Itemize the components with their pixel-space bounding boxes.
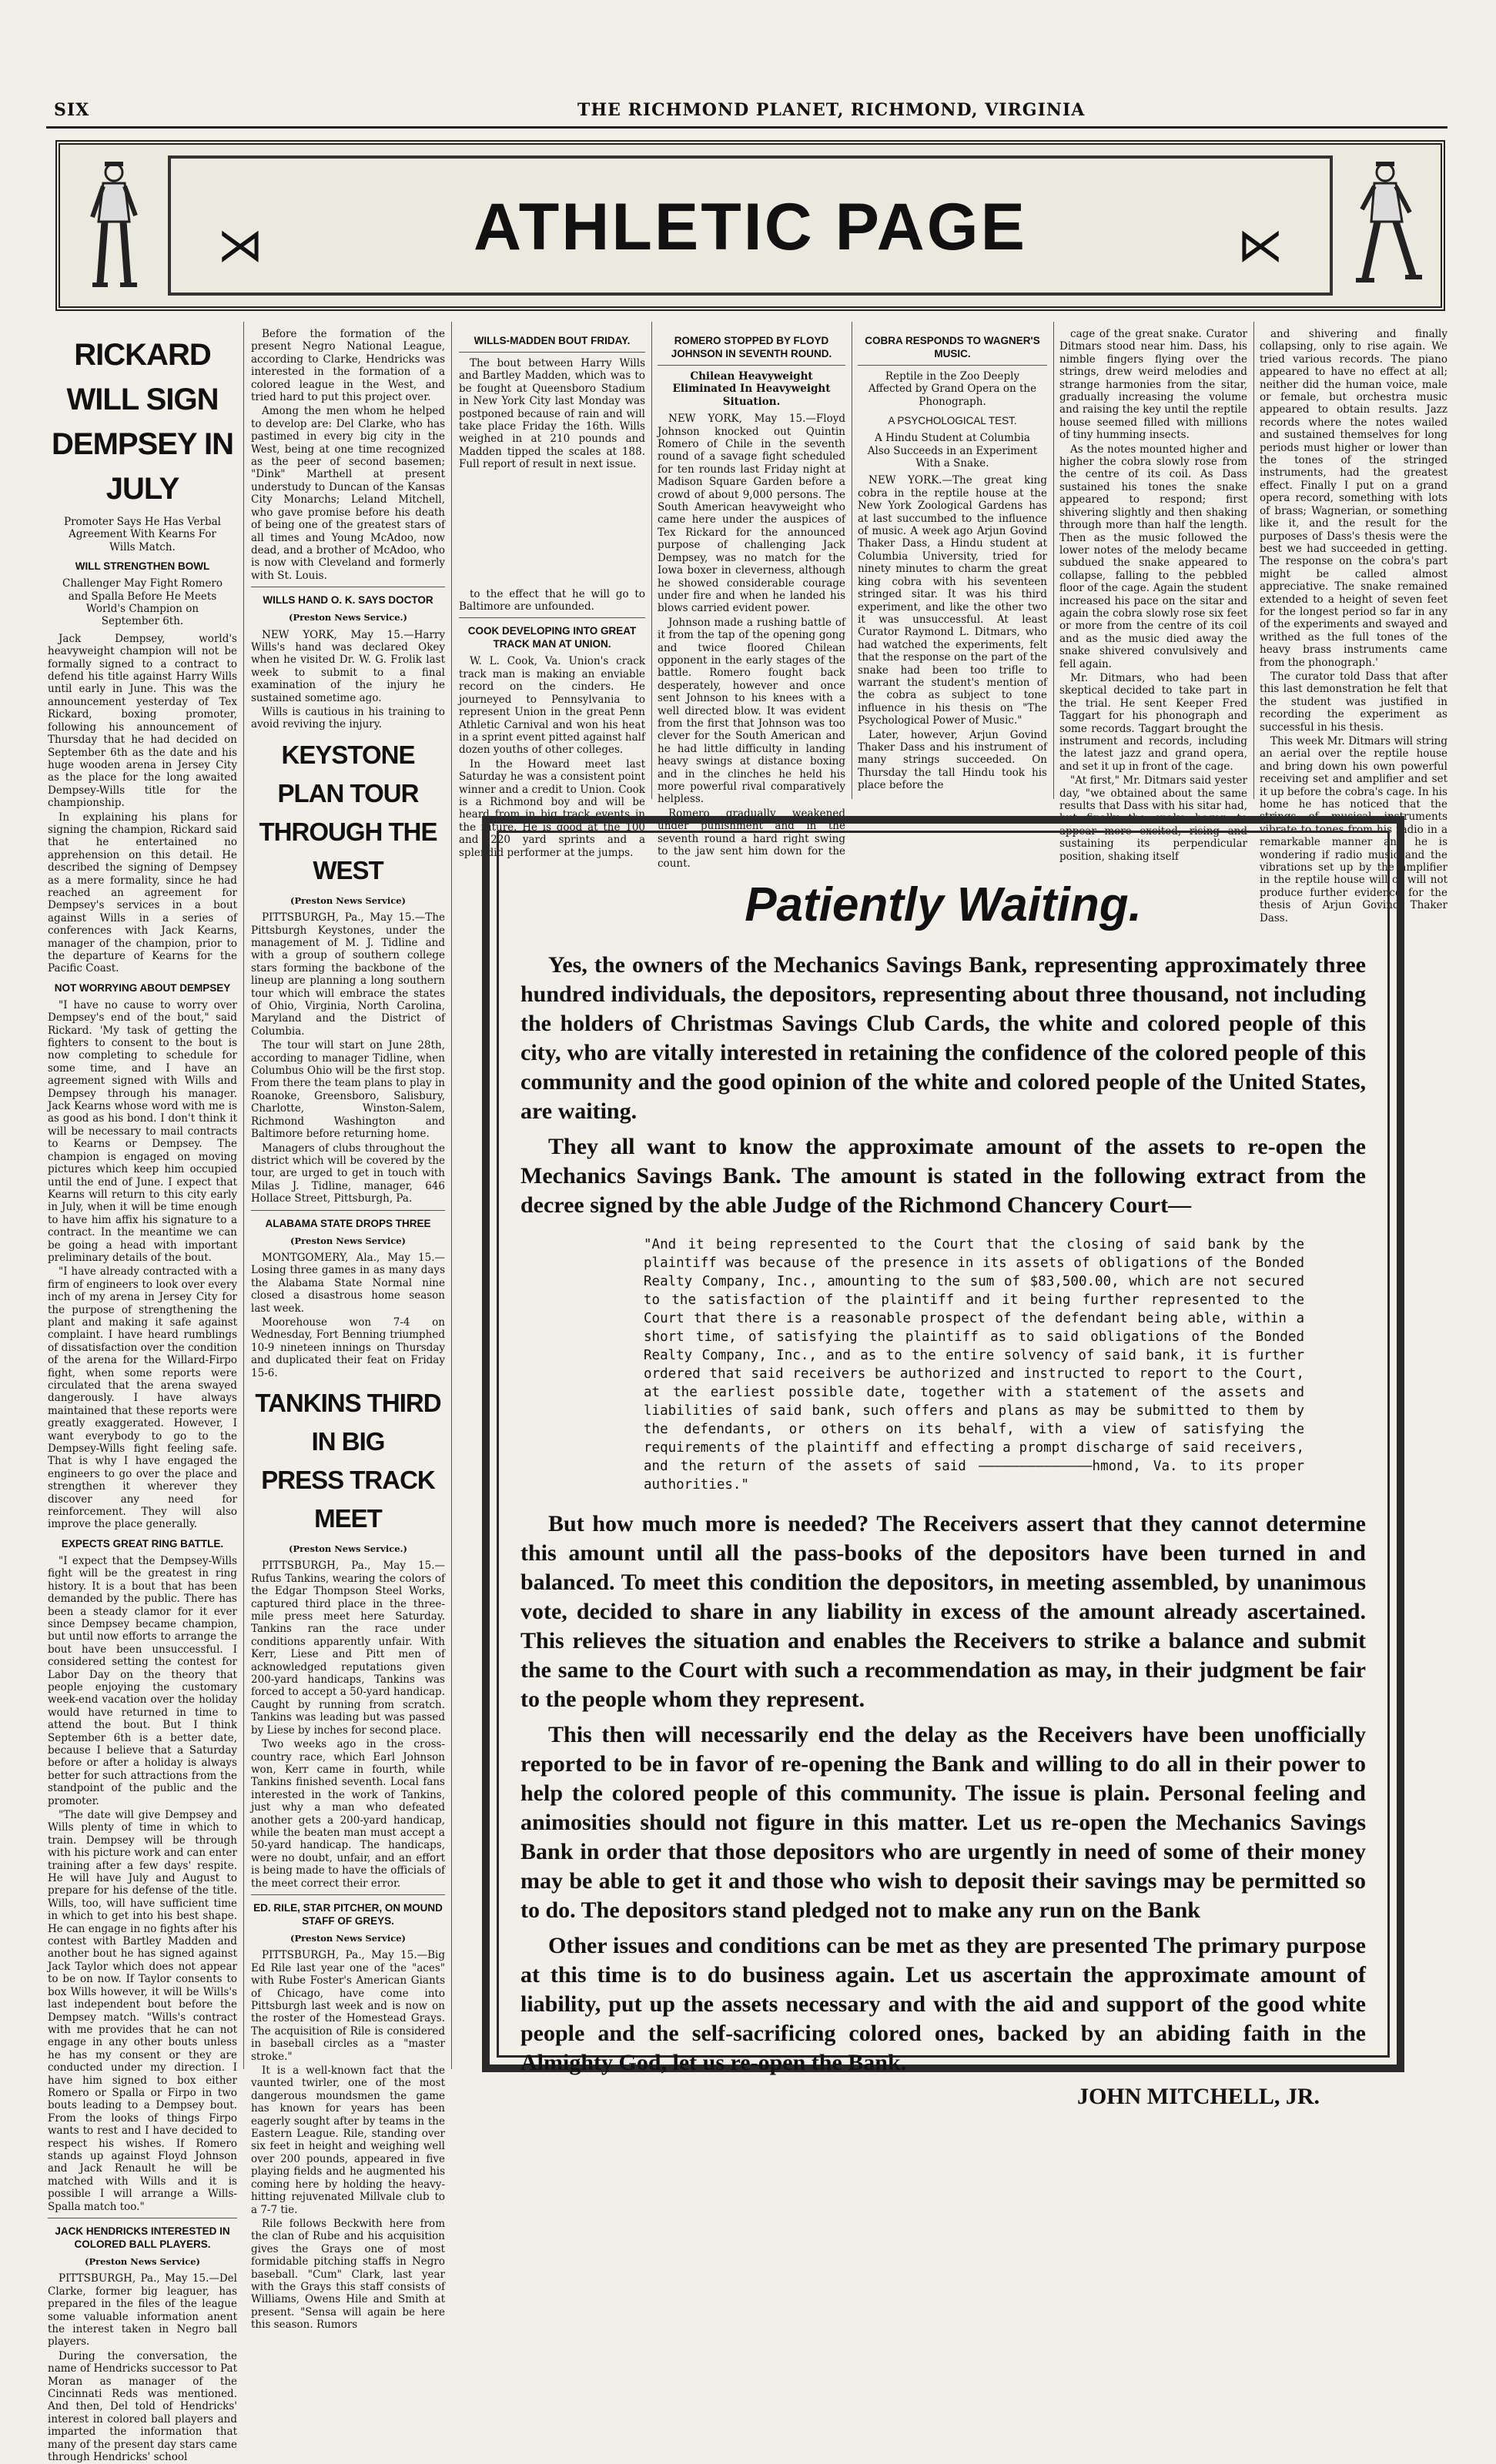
article-paragraph: MONTGOMERY, Ala., May 15.—Losing three games in as many days the Alabama State Normal nine closed a disastrous home season last week. [251, 1251, 445, 1315]
article-paragraph: "At first," Mr. Ditmars said yester day, "we obtained about the same results that Dass with his sitar had, but finally the snake began to appear more excited, rising and sustaining its perpendicular position, shaking itself [1059, 774, 1247, 863]
article-paragraph: PITTSBURGH, Pa., May 15.—Del Clarke, former big leaguer, has prepared in the files of the league some valuable information anent the interest taken in Negro ball players. [48, 2272, 237, 2349]
column-4 [658, 328, 845, 871]
news-credit: (Preston News Service.) [289, 612, 407, 624]
article-paragraph: NEW YORK, May 15.—Harry Wills's hand was declared Okey when he visited Dr. W. G. Frolik last week to submit to a final examination of the injury he sustained sometime ago. [251, 628, 445, 704]
statement-paragraph: This then will necessarily end the delay as the Receivers have been unofficially reported to be in favor of re-opening the Bank and willing to do all in their power to help the colored people of this community. The issue is plain. Personal feeling and animosities should not figure in this matter. Let us re-open the Mechanics Savings Bank in order that those depositors who are urgently in need of some of their money may be able to get it and those who wish to deposit their savings may be permitted so to do. The depositors stand pledged not to make any run on the Bank [520, 1722, 1366, 1923]
subhead: ED. RILE, STAR PITCHER, ON MOUND STAFF OF GREYS. [253, 1901, 443, 1927]
column-rule [243, 322, 244, 2069]
article-paragraph: Romero gradually weakened under punishment and in the seventh round a hard right swing to the jaw sent him down for the count. [658, 807, 845, 871]
column-rule [651, 322, 652, 799]
article-paragraph: Moorehouse won 7-4 on Wednesday, Fort Benning triumphed 10-9 nineteen innings on Thursday and duplicated their feat on Friday 15-6. [251, 1316, 445, 1379]
article-paragraph: Before the formation of the present Negro National League, according to Clarke, Hendricks was interested in the formation of a colored league in the West, and tried hard to put this project over. [251, 328, 445, 404]
subhead: A PSYCHOLOGICAL TEST. [888, 415, 1017, 427]
subhead: WILLS HAND O. K. SAYS DOCTOR [263, 594, 433, 607]
ornament-right-icon: ⋉ [1237, 219, 1283, 272]
article-paragraph: NEW YORK, May 15.—Floyd Johnson knocked out Quintin Romero of Chile in the seventh round of a savage fight scheduled for ten rounds last Friday night at Madison Square Garden before a crowd of about 9,000 persons. The South American heavyweight who came here under the auspices of Tex Rickard for the announced purpose of challenging Jack Dempsey, was no match for the Iowa boxer in cleverness, although he showed considerable courage under fire and when he landed his blows carried evident power. [658, 413, 845, 615]
column-1 [48, 328, 237, 2464]
column-rule [1053, 322, 1054, 799]
deck: Reptile in the Zoo Deeply Affected by Grand Opera on the Phonograph. [868, 370, 1037, 408]
page-number: SIX [54, 100, 90, 120]
divider [251, 1894, 445, 1895]
headline-tankins [251, 1384, 445, 1538]
news-credit: (Preston News Service) [290, 1235, 406, 1246]
statement-title: Patiently Waiting. [745, 878, 1142, 931]
article-paragraph: to the effect that he will go to Baltimore are unfounded. [459, 587, 645, 613]
article-paragraph: PITTSBURGH, Pa., May 15.—Big Ed Rile last year one of the "aces" with Rube Foster's American Giants of Chicago, have come into Pittsburgh last week and is now on the roster of the Homestead Grays. The acquisition of Rile is considered in baseball circles as a "master stroke." [251, 1949, 445, 2063]
deck: Promoter Says He Has Verbal Agreement With Kearns For Wills Match. [64, 516, 221, 553]
deck: Challenger May Fight Romero and Spalla Before He Meets World's Champion on September 6th. [62, 577, 223, 628]
subhead: JACK HENDRICKS INTERESTED IN COLORED BALL PLAYERS. [55, 2225, 230, 2250]
baseball-player-right-illustration [1348, 155, 1425, 294]
article-paragraph: Later, however, Arjun Govind Thaker Dass and his instrument of many strings succeeded. On Thursday the tall Hindu took his place before the [858, 728, 1047, 792]
divider [658, 365, 845, 366]
statement-paragraph: Yes, the owners of the Mechanics Savings Bank, representing approximately three hundred individuals, the depositors, representing about three thousand, not including the holders of Christmas Savings Club Cards, the white and colored people of this city, who are vitally interested in retaining the confidence of the colored people of this community and the good opinion of the white and colored people of the United States, are waiting. [520, 952, 1366, 1124]
article-paragraph: NEW YORK.—The great king cobra in the reptile house at the New York Zoological Gardens has at last succumbed to the influence of music. A week ago Arjun Govind Thaker Dass, a Hindu student at Columbia University, tried for ninety minutes to charm the great king cobra with his seventeen stringed sitar. It was his third experiment, and like the other two it was unsuccessful. At least Curator Raymond L. Ditmars, who had watched the experiments, felt that the response on the part of the snake had been too trifle to warrant the student's mention of the cobra as subject to tone influence in his thesis on "The Psychological Power of Music." [858, 474, 1047, 727]
article-paragraph: As the notes mounted higher and higher the cobra slowly rose from the centre of its coil. As Dass sustained his tones the snake appeared to respond; first shivering slightly and then shaking through more than half the length. Then as the music followed the lower notes of the melody became subdued the snake appeared to collapse, falling to the pebbled floor of the cage. Again the student increased his pace on the sitar and again the cobra slowly rose six feet or more from the centre of its coil and as the music died away the snake shivered convulsively and fell again. [1059, 443, 1247, 670]
headline-line-1: TANKINS THIRD IN BIG [255, 1389, 441, 1456]
bank-statement-box [482, 816, 1404, 2109]
column-rule [451, 322, 452, 2069]
newspaper-title: THE RICHMOND PLANET, RICHMOND, VIRGINIA [577, 100, 1086, 120]
column-2 [251, 328, 445, 2332]
column-6 [1059, 328, 1247, 863]
column-3 [459, 328, 645, 859]
article-paragraph: Mr. Ditmars, who had been skeptical decided to take part in the trial. He sent Keeper Fred Taggart for his phonograph and some records. Taggart brought the instrument and records, including the latest jazz and grand opera, and set it up in front of the cage. [1059, 671, 1247, 773]
headline-line-1: RICKARD WILL SIGN [66, 338, 219, 416]
headline-keystone [251, 736, 445, 890]
page-title: ATHLETIC PAGE [473, 190, 1028, 264]
divider [251, 1210, 445, 1211]
subhead: COOK DEVELOPING INTO GREAT TRACK MAN AT UNION. [467, 625, 637, 650]
deck: A Hindu Student at Columbia Also Succeeds in an Experiment With a Snake. [867, 432, 1038, 470]
article-paragraph: The curator told Dass that after this last demonstration he felt that the student was justified in recording the experiment as successful in his thesis. [1260, 670, 1447, 734]
article-paragraph: Wills is cautious in his training to avoid reviving the injury. [251, 705, 445, 731]
article-paragraph: The bout between Harry Wills and Bartley Madden, which was to be fought at Queensboro Stadium in New York City last Monday was postponed because of rain and will take place Friday the 16th. Wills weighed in at 210 pounds and Madden tipped the scales at 188. Full report of result in next issue. [459, 357, 645, 471]
divider [858, 365, 1047, 366]
article-paragraph: It is a well-known fact that the vaunted twirler, one of the most dangerous moundsmen the game has known for years has been eagerly sought after by teams in the Eastern League. Rile, standing over six feet in height and weighing well over 200 pounds, appeared in five playing fields and he augmented his coming here by holding the heavy-hitting rejuvenated Millvale club to a 7-7 tie. [251, 2064, 445, 2216]
article-paragraph: "The date will give Dempsey and Wills plenty of time in which to train. Dempsey will be through with his picture work and can enter training after a few days' respite. He will have July and August to prepare for his defense of the title. Wills, too, will have sufficient time in which to get into his best shape. He can engage in no fights after his contest with Bartley Madden and another bout he has signed against Jack Taylor which does not appear to be on now. If Taylor consents to box Wills however, it will be Wills's last independent bout before the Dempsey match. "Wills's contract with me provides that he can not engage in any other bouts unless he has my consent or they are conducted under my direction. I have him signed to box either Romero or Spalla or Firpo in two bouts leading to a Dempsey bout. From the looks of things Firpo wants to rest and I have decided to respect his wishes. If Romero stands up against Floyd Johnson and Jack Renault he will be matched with Wills and it is possible I will arrange a Wills-Spalla match too." [48, 1809, 237, 2213]
news-credit: (Preston News Service) [290, 1932, 406, 1944]
article-paragraph: Managers of clubs throughout the district which will be covered by the tour, are urged to get in touch with Milas J. Tidline, manager, 646 Hollace Street, Pittsburgh, Pa. [251, 1142, 445, 1205]
subhead: ROMERO STOPPED BY FLOYD JOHNSON IN SEVENTH ROUND. [671, 335, 832, 359]
headline-rickard [48, 333, 237, 511]
folio-line [46, 100, 1447, 131]
headline-line-2: PRESS TRACK MEET [261, 1466, 435, 1533]
article-paragraph: Two weeks ago in the cross-country race, which Earl Johnson won, Kerr came in fourth, while Tankins finished seventh. Local fans interested in the work of Tankins, just why a man who defeated another gets a 200-yard handicap, while the beaten man must accept a 50-yard handicap. The handicaps, were no doubt, unfair, and an effort is being made to have the officials of the meet correct their error. [251, 1738, 445, 1890]
subhead: WILLS-MADDEN BOUT FRIDAY. [474, 335, 631, 346]
column-5 [858, 328, 1047, 797]
subhead: ALABAMA STATE DROPS THREE [265, 1217, 431, 1229]
folio-rule [46, 126, 1447, 129]
court-decree-quote: "And it being represented to the Court that the closing of said bank by the plaintiff was because of the presence in its assets of obligations of the Bonded Realty Company, Inc., amounting to the sum of $83,500.00, which are not secured to the satisfaction of the plaintiff and it being further represented to the Court that there is a reasonable prospect of the defendant being able, within a short time, of satisfying the plaintiff as to said obligations of the Bonded Realty Company, Inc., and as to the entire solvency of said bank, it is further ordered that said receivers be authorized and instructed to report to the Court, at the earliest possible date, together with a statement of the assets and liabilities of said bank, such offers and plans as may be submitted to them by the defendants, or others on its behalf, with a view of satisfying the requirements of the plaintiff and effecting a prompt discharge of said receivers, and the return of the assets of said ——————————————hmond, Va. to its proper authorities." [644, 1237, 1304, 1493]
article-paragraph: The tour will start on June 28th, according to manager Tidline, when Columbus Ohio will be the first stop. From there the team plans to play in Roanoke, Greensboro, Salisbury, Charlotte, Winston-Salem, Richmond Washington and Baltimore before returning home. [251, 1039, 445, 1141]
headline-line-2: DEMPSEY IN JULY [52, 427, 233, 506]
subhead: NOT WORRYING ABOUT DEMPSEY [54, 981, 231, 994]
divider [459, 617, 645, 618]
article-paragraph: PITTSBURGH, Pa., May 15.—The Pittsburgh Keystones, under the management of M. J. Tidline and with a group of southern college stars forming the backbone of the lineup are planning a long southern tour which will embrace the states of Ohio, Virginia, North Carolina, Maryland and the District of Columbia. [251, 911, 445, 1038]
subhead: WILL STRENGTHEN BOWL [75, 560, 210, 573]
article-paragraph: Johnson made a rushing battle of it from the tap of the opening gong and twice floored Chilean opponent in the early stages of the battle. Romero fought back desperately, however and once sent Johnson to his knees with a well directed blow. It was evident from the first that Johnson was too clever for the South American and he had little difficulty in landing heavy swings at distance boxing and in the clinches he held his more powerful rival comparatively helpless. [658, 616, 845, 806]
column-rule [1253, 322, 1254, 799]
article-paragraph: During the conversation, the name of Hendricks successor to Pat Moran as manager of the Cincinnati Reds was mentioned. And then, Del told of Hendricks' interest in colored ball players and imparted the information that many of the present day stars came through Hendricks' school [48, 2349, 237, 2464]
headline-line-2: THROUGH THE WEST [259, 817, 437, 884]
article-paragraph: Rile follows Beckwith here from the clan of Rube and his acquisition gives the Grays one of most formidable pitching staffs in Negro baseball. "Cum" Clark, last year with the Grays this staff consists of Williams, Owens Hile and Smith at present. "Sensa will again be here this season. Rumors [251, 2217, 445, 2332]
article-paragraph: cage of the great snake. Curator Ditmars stood near him. Dass, his nimble fingers flying over the strings, drew weird melodies and strange harmonies from the sitar, gradually increasing the volume and raising the key until the reptile house seemed filled with millions of tiny humming insects. [1059, 328, 1247, 442]
signature: JOHN MITCHELL, JR. [1076, 2084, 1320, 2109]
deck: Chilean Heavyweight Eliminated In Heavyweight Situation. [672, 370, 831, 408]
article-paragraph: This week Mr. Ditmars will string an aerial over the reptile house and bring down his own powerful receiving set and amplifier and set it up before the cobra's cage. In his home he has noticed that the strings of musical instruments vibrate to tones from his radio in a remarkable manner and he is wondering if radio music and the vibrations set up by the amplifier in the reptile house will or will not produce further evidence for the thesis of Arjun Govind Thaker Dass. [1260, 735, 1447, 924]
subhead: EXPECTS GREAT RING BATTLE. [61, 1537, 224, 1550]
news-credit: (Preston News Service) [85, 2256, 200, 2267]
article-paragraph: "I have already contracted with a firm of engineers to look over every inch of my arena in Jersey City for the purpose of strengthening the plant and making it safe against complaint. I have heard rumblings of dissatisfaction over the condition of the arena for the Willard-Firpo fight, when some reports were circulated that the arena swayed dangerously. I have always maintained that these reports were greatly exaggerated. However, I want everybody to go to the Dempsey-Wills fight feeling safe. That is why I have engaged the engineers to go over the place and strengthen it wherever they discover any need for reinforcement. They will also improve the place generally. [48, 1265, 237, 1531]
article-paragraph: Among the men whom he helped to develop are: Del Clarke, who has pastimed in every big city in the West, being at one time recognized as the peer of second basemen; "Dink" Marthell at present understudy to Duncan of the Kansas City Monarchs; Leland Mitchell, who gave promise before his death of being one of the greatest stars of all times and Young McAdoo, now dead, and a brother of McAdoo, who is now with Cleveland and formerly with St. Louis. [251, 405, 445, 582]
column-7 [1260, 328, 1447, 924]
article-paragraph: "I expect that the Dempsey-Wills fight will be the greatest in ring history. It is a bout that has been demanded by the public. There has been a steady clamor for it ever since Dempsey became champion, but until now efforts to arrange the bout have been unsuccessful. I considered setting the contest for Labor Day on the theory that people enjoying the customary week-end vacation over the holiday would have returned in time to attend the bout. But I think September 6th is a better date, because I believe that a Saturday before or after a holiday is always better for such attractions from the standpoint of the public and the promoter. [48, 1554, 237, 1807]
statement-paragraph: They all want to know the approximate amount of the assets to re-open the Mechanics Savings Bank. The amount is stated in the following extract from the decree signed by the able Judge of the Richmond Chancery Court— [520, 1134, 1366, 1218]
article-paragraph: In explaining his plans for signing the champion, Rickard said that he entertained no apprehension on this detail. He described the signing of Dempsey as a mere formality, since he had reached an agreement for Dempsey's services in a bout against Wills in a series of conferences with Jack Kearns, manager of the champion, prior to the departure of Kearns for the Pacific Coast. [48, 811, 237, 975]
column-gap [459, 473, 645, 588]
bank-statement-content [520, 878, 1366, 2110]
article-paragraph: PITTSBURGH, Pa., May 15.—Rufus Tankins, wearing the colors of the Edgar Thompson Steel Works, captured third place in the three-mile press meet here Saturday. Tankins ran the race under conditions apparently unfair. With Kerr, Liese and Pitt men of acknowledged reputations given 200-yard handicaps, Tankins was forced to accept a 50-yard handicap. Caught by running from scratch. Tankins was leading but was passed by Liese by inches for second place. [251, 1560, 445, 1737]
divider [459, 352, 645, 353]
baseball-player-left-illustration [75, 155, 152, 294]
article-paragraph: In the Howard meet last Saturday he was a consistent point winner and a credit to Union. Cook is a Richmond boy and will be heard from in big track events in the future. He is good at the 100 and 220 yard sprints and a splendid performer at the jumps. [459, 757, 645, 859]
article-paragraph: and shivering and finally collapsing, only to rise again. We tried various records. The piano appeared to have no effect at all; neither did the human voice, male or female, but orchestra music appeared to obtain results. Jazz records where the notes wailed and sustained themselves for long periods must higher or lower than the tones of the stringed instruments, had the greatest effect. Finally I put on a grand opera record, something with lots of brass; Wagnerian, or something like it, and the result for the purposes of Dass's thesis were the best we had succeeded in getting. The response on the cobra's part might be called almost appreciative. The snake remained extended to a height of seven feet for the longest period so far in any of the experiments and swayed and writhed as the full tones of the heavy brass instruments came from the phonograph.' [1260, 328, 1447, 669]
article-paragraph: "I have no cause to worry over Dempsey's end of the bout," said Rickard. 'My task of getting the fighters to consent to the bout is now completing to schedule for some time, and I have an agreement signed with Wills and Dempsey through his manager. Jack Kearns whose word with me is as good as his bond. I don't think it will be necessary to mail contracts to Kearns or Dempsey. The champion is engaged on moving pictures which keep him occupied until the end of June. I expect that Kearns will return to this city early in July, when it will be time enough to have him affix his signature to a contract. In the meantime we can be going a head with important preliminary details of the bout. [48, 998, 237, 1264]
ornament-left-icon: ⋊ [217, 219, 263, 272]
news-credit: (Preston News Service.) [289, 1543, 407, 1554]
statement-paragraph: But how much more is needed? The Receivers assert that they cannot determine this amount until all the pass-books of the depositors have been turned in and balanced. To meet this condition the depositors, in meeting assembled, by unanimous vote, decided to share in any liability in excess of the amount already ascertained. This relieves the situation and enables the Receivers to strike a balance and submit the same to the Court with such a recommendation as may, in their judgment be fair to the people whom they represent. [520, 1511, 1366, 1712]
athletic-page-banner [55, 140, 1445, 311]
subhead: COBRA RESPONDS TO WAGNER'S MUSIC. [865, 335, 1040, 359]
article-paragraph: Jack Dempsey, world's heavyweight champion will not be formally signed to a contract to defend his title against Harry Wills until early in June. This was the announcement yesterday of Tex Rickard, boxing promoter, following his announcement of Thursday that he had decided on September 6th as the date and his huge wooden arena in Jersey City as the place for the long awaited Dempsey-Wills title for the championship. [48, 632, 237, 810]
news-credit: (Preston News Service) [290, 894, 406, 906]
article-paragraph: W. L. Cook, Va. Union's crack track man is making an enviable record on the cinders. He journeyed to Pennsylvania to represent Union in the great Penn Athletic Carnival and won his heat in a sprint event pitted against half dozen youths of other colleges. [459, 655, 645, 757]
statement-paragraph: Other issues and conditions can be met as they are presented The primary purpose at this time is to do business again. Let us ascertain the approximate amount of liability, put up the assets necessary and with the aid and support of the good white people and the self-sacrificing colored ones, backed by an abiding faith in the Almighty God, let us re-open the Bank. [520, 1933, 1366, 2075]
headline-line-1: KEYSTONE PLAN TOUR [277, 740, 419, 807]
banner-inner-frame [168, 155, 1333, 296]
